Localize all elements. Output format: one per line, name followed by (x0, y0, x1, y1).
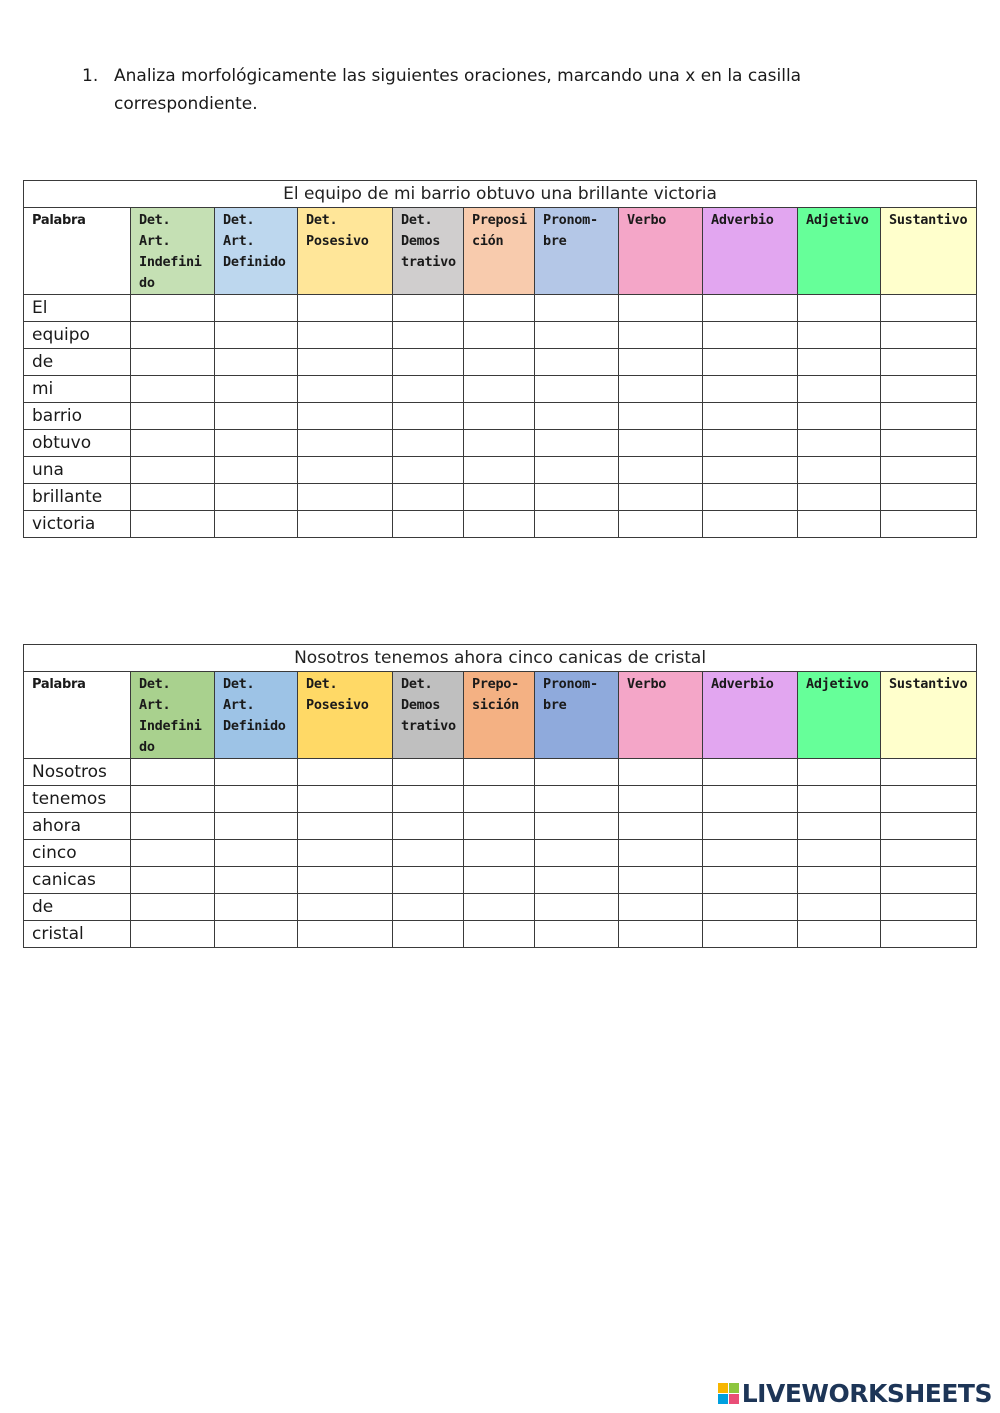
answer-cell[interactable] (619, 295, 703, 322)
answer-cell[interactable] (703, 786, 798, 813)
header-line: Sustantivo (889, 676, 968, 692)
word-cell: cristal (24, 921, 131, 948)
answer-cell[interactable] (393, 295, 464, 322)
logo-tile (718, 1383, 728, 1393)
answer-cell[interactable] (298, 295, 393, 322)
answer-cell[interactable] (464, 894, 535, 921)
answer-cell[interactable] (703, 322, 798, 349)
header-palabra (24, 208, 131, 295)
answer-cell[interactable] (535, 867, 619, 894)
header-category (464, 672, 535, 759)
header-category (881, 208, 977, 295)
answer-cell[interactable] (881, 786, 977, 813)
answer-cell[interactable] (703, 511, 798, 538)
answer-cell[interactable] (215, 813, 298, 840)
answer-cell[interactable] (298, 430, 393, 457)
answer-cell[interactable] (298, 786, 393, 813)
header-line: sición (472, 697, 519, 713)
answer-cell[interactable] (131, 840, 215, 867)
header-line: Det. (223, 212, 255, 228)
answer-cell[interactable] (215, 457, 298, 484)
answer-cell[interactable] (131, 349, 215, 376)
logo-tiles-icon (718, 1383, 739, 1404)
header-line: Pronom- (543, 212, 598, 228)
answer-cell[interactable] (535, 403, 619, 430)
header-category (131, 672, 215, 759)
answer-cell[interactable] (703, 813, 798, 840)
answer-cell[interactable] (131, 867, 215, 894)
word-cell: tenemos (24, 786, 131, 813)
header-line: Det. (401, 676, 433, 692)
answer-cell[interactable] (619, 403, 703, 430)
answer-cell[interactable] (393, 322, 464, 349)
header-line: Sustantivo (889, 212, 968, 228)
answer-cell[interactable] (393, 403, 464, 430)
header-line: Adjetivo (806, 676, 869, 692)
header-line: Palabra (32, 213, 86, 228)
header-line: Verbo (627, 212, 667, 228)
answer-cell[interactable] (464, 322, 535, 349)
answer-cell[interactable] (881, 894, 977, 921)
answer-cell[interactable] (619, 430, 703, 457)
answer-cell[interactable] (131, 786, 215, 813)
answer-cell[interactable] (703, 430, 798, 457)
table-row (24, 484, 977, 511)
answer-cell[interactable] (703, 376, 798, 403)
answer-cell[interactable] (798, 457, 881, 484)
answer-cell[interactable] (393, 813, 464, 840)
answer-cell[interactable] (881, 867, 977, 894)
answer-cell[interactable] (464, 484, 535, 511)
answer-cell[interactable] (298, 921, 393, 948)
answer-cell[interactable] (464, 840, 535, 867)
header-line: Art. (223, 697, 255, 713)
answer-cell[interactable] (131, 759, 215, 786)
answer-cell[interactable] (881, 295, 977, 322)
answer-cell[interactable] (131, 295, 215, 322)
table-row (24, 786, 977, 813)
answer-cell[interactable] (298, 457, 393, 484)
analysis-table-2 (23, 644, 977, 948)
answer-cell[interactable] (535, 894, 619, 921)
word-cell: cinco (24, 840, 131, 867)
answer-cell[interactable] (393, 484, 464, 511)
header-category (535, 672, 619, 759)
answer-cell[interactable] (298, 867, 393, 894)
answer-cell[interactable] (464, 511, 535, 538)
answer-cell[interactable] (131, 894, 215, 921)
answer-cell[interactable] (464, 295, 535, 322)
answer-cell[interactable] (298, 840, 393, 867)
table-row (24, 295, 977, 322)
header-line: Preposi (472, 212, 527, 228)
answer-cell[interactable] (464, 786, 535, 813)
answer-cell[interactable] (798, 484, 881, 511)
word-cell: canicas (24, 867, 131, 894)
header-palabra (24, 672, 131, 759)
header-category (703, 208, 798, 295)
logo-tile (729, 1383, 739, 1393)
answer-cell[interactable] (393, 786, 464, 813)
answer-cell[interactable] (798, 430, 881, 457)
answer-cell[interactable] (464, 457, 535, 484)
answer-cell[interactable] (535, 813, 619, 840)
answer-cell[interactable] (131, 430, 215, 457)
answer-cell[interactable] (881, 921, 977, 948)
header-line: Demos (401, 697, 441, 713)
answer-cell[interactable] (535, 759, 619, 786)
header-category (464, 208, 535, 295)
header-line: Det. (223, 676, 255, 692)
answer-cell[interactable] (798, 295, 881, 322)
table-row (24, 759, 977, 786)
table-row (24, 349, 977, 376)
header-category (881, 672, 977, 759)
answer-cell[interactable] (619, 376, 703, 403)
word-cell: de (24, 349, 131, 376)
table-row (24, 430, 977, 457)
answer-cell[interactable] (535, 349, 619, 376)
header-line: trativo (401, 718, 456, 734)
answer-cell[interactable] (131, 322, 215, 349)
table-row (24, 376, 977, 403)
answer-cell[interactable] (535, 376, 619, 403)
answer-cell[interactable] (881, 511, 977, 538)
instruction-line-2: correspondiente. (114, 94, 258, 114)
header-line: Det. (306, 676, 338, 692)
answer-cell[interactable] (881, 349, 977, 376)
answer-cell[interactable] (703, 921, 798, 948)
word-cell: brillante (24, 484, 131, 511)
answer-cell[interactable] (881, 840, 977, 867)
answer-cell[interactable] (464, 403, 535, 430)
header-category (798, 672, 881, 759)
header-line: ción (472, 233, 504, 249)
answer-cell[interactable] (298, 349, 393, 376)
instruction-line-1: Analiza morfológicamente las siguientes oraciones, marcando una x en la casilla (114, 66, 802, 86)
answer-cell[interactable] (798, 921, 881, 948)
header-line: Det. (139, 212, 171, 228)
header-line: Palabra (32, 677, 86, 692)
answer-cell[interactable] (703, 867, 798, 894)
answer-cell[interactable] (393, 457, 464, 484)
answer-cell[interactable] (798, 322, 881, 349)
answer-cell[interactable] (535, 840, 619, 867)
logo-text: LIVEWORKSHEETS (741, 1378, 992, 1408)
header-line: Posesivo (306, 697, 369, 713)
answer-cell[interactable] (619, 813, 703, 840)
header-line: bre (543, 697, 567, 713)
answer-cell[interactable] (881, 430, 977, 457)
answer-cell[interactable] (619, 484, 703, 511)
instruction (82, 62, 842, 118)
header-line: Indefini (139, 718, 202, 734)
table-row (24, 457, 977, 484)
header-category (393, 208, 464, 295)
answer-cell[interactable] (619, 867, 703, 894)
answer-cell[interactable] (215, 349, 298, 376)
answer-cell[interactable] (215, 759, 298, 786)
answer-cell[interactable] (131, 484, 215, 511)
answer-cell[interactable] (464, 349, 535, 376)
answer-cell[interactable] (798, 786, 881, 813)
answer-cell[interactable] (881, 403, 977, 430)
header-line: Pronom- (543, 676, 598, 692)
answer-cell[interactable] (881, 759, 977, 786)
answer-cell[interactable] (393, 840, 464, 867)
header-line: Indefini (139, 254, 202, 270)
answer-cell[interactable] (881, 457, 977, 484)
table-row (24, 511, 977, 538)
answer-cell[interactable] (881, 376, 977, 403)
answer-cell[interactable] (215, 867, 298, 894)
word-cell: victoria (24, 511, 131, 538)
answer-cell[interactable] (464, 921, 535, 948)
answer-cell[interactable] (298, 813, 393, 840)
answer-cell[interactable] (535, 322, 619, 349)
answer-cell[interactable] (798, 894, 881, 921)
answer-cell[interactable] (619, 349, 703, 376)
answer-cell[interactable] (131, 457, 215, 484)
header-line: Det. (139, 676, 171, 692)
answer-cell[interactable] (703, 457, 798, 484)
answer-cell[interactable] (798, 813, 881, 840)
answer-cell[interactable] (619, 322, 703, 349)
answer-cell[interactable] (298, 484, 393, 511)
header-line: Det. (401, 212, 433, 228)
answer-cell[interactable] (798, 867, 881, 894)
logo-tile (729, 1394, 739, 1404)
header-line: Definido (223, 254, 286, 270)
header-line: Prepo- (472, 676, 519, 692)
header-category (215, 672, 298, 759)
header-line: Posesivo (306, 233, 369, 249)
answer-cell[interactable] (464, 430, 535, 457)
answer-cell[interactable] (215, 840, 298, 867)
instruction-number: 1. (82, 66, 99, 86)
table-row (24, 840, 977, 867)
word-cell: Nosotros (24, 759, 131, 786)
answer-cell[interactable] (131, 813, 215, 840)
header-category (535, 208, 619, 295)
answer-cell[interactable] (619, 894, 703, 921)
answer-cell[interactable] (703, 295, 798, 322)
answer-cell[interactable] (393, 376, 464, 403)
table-row (24, 867, 977, 894)
header-line: trativo (401, 254, 456, 270)
answer-cell[interactable] (798, 349, 881, 376)
word-cell: una (24, 457, 131, 484)
table-row (24, 921, 977, 948)
answer-cell[interactable] (393, 349, 464, 376)
header-category (619, 672, 703, 759)
table-row (24, 813, 977, 840)
answer-cell[interactable] (703, 349, 798, 376)
answer-cell[interactable] (393, 894, 464, 921)
answer-cell[interactable] (215, 322, 298, 349)
word-cell: de (24, 894, 131, 921)
answer-cell[interactable] (131, 511, 215, 538)
header-line: Adjetivo (806, 212, 869, 228)
header-line: Det. (306, 212, 338, 228)
header-line: bre (543, 233, 567, 249)
header-line: do (139, 275, 155, 291)
answer-cell[interactable] (215, 894, 298, 921)
answer-cell[interactable] (393, 511, 464, 538)
header-line: Adverbio (711, 676, 774, 692)
header-line: Art. (139, 233, 171, 249)
answer-cell[interactable] (619, 759, 703, 786)
answer-cell[interactable] (703, 484, 798, 511)
answer-cell[interactable] (535, 295, 619, 322)
liveworksheets-logo (718, 1376, 992, 1410)
answer-cell[interactable] (798, 511, 881, 538)
answer-cell[interactable] (703, 840, 798, 867)
answer-cell[interactable] (881, 813, 977, 840)
answer-cell[interactable] (703, 759, 798, 786)
answer-cell[interactable] (215, 921, 298, 948)
answer-cell[interactable] (131, 376, 215, 403)
answer-cell[interactable] (298, 894, 393, 921)
answer-cell[interactable] (298, 759, 393, 786)
answer-cell[interactable] (393, 759, 464, 786)
answer-cell[interactable] (619, 921, 703, 948)
answer-cell[interactable] (215, 511, 298, 538)
answer-cell[interactable] (881, 322, 977, 349)
table-row (24, 403, 977, 430)
answer-cell[interactable] (215, 295, 298, 322)
answer-cell[interactable] (798, 376, 881, 403)
answer-cell[interactable] (535, 457, 619, 484)
answer-cell[interactable] (131, 403, 215, 430)
answer-cell[interactable] (298, 511, 393, 538)
word-cell: obtuvo (24, 430, 131, 457)
table-title: El equipo de mi barrio obtuvo una brillante victoria (24, 181, 977, 208)
table-title: Nosotros tenemos ahora cinco canicas de cristal (24, 645, 977, 672)
answer-cell[interactable] (298, 403, 393, 430)
answer-cell[interactable] (298, 376, 393, 403)
answer-cell[interactable] (619, 786, 703, 813)
analysis-table-1 (23, 180, 977, 538)
answer-cell[interactable] (798, 759, 881, 786)
answer-cell[interactable] (393, 430, 464, 457)
answer-cell[interactable] (619, 840, 703, 867)
answer-cell[interactable] (619, 511, 703, 538)
header-line: Adverbio (711, 212, 774, 228)
word-cell: ahora (24, 813, 131, 840)
answer-cell[interactable] (215, 403, 298, 430)
header-category (703, 672, 798, 759)
answer-cell[interactable] (464, 813, 535, 840)
word-cell: mi (24, 376, 131, 403)
header-category (131, 208, 215, 295)
word-cell: El (24, 295, 131, 322)
answer-cell[interactable] (535, 921, 619, 948)
answer-cell[interactable] (464, 759, 535, 786)
header-category (619, 208, 703, 295)
answer-cell[interactable] (798, 840, 881, 867)
answer-cell[interactable] (215, 376, 298, 403)
answer-cell[interactable] (131, 921, 215, 948)
header-category (215, 208, 298, 295)
table-row (24, 322, 977, 349)
answer-cell[interactable] (393, 867, 464, 894)
answer-cell[interactable] (464, 376, 535, 403)
answer-cell[interactable] (798, 403, 881, 430)
header-line: do (139, 739, 155, 755)
answer-cell[interactable] (215, 786, 298, 813)
answer-cell[interactable] (703, 894, 798, 921)
logo-tile (718, 1394, 728, 1404)
answer-cell[interactable] (215, 484, 298, 511)
answer-cell[interactable] (535, 484, 619, 511)
header-line: Art. (223, 233, 255, 249)
answer-cell[interactable] (393, 921, 464, 948)
answer-cell[interactable] (535, 786, 619, 813)
answer-cell[interactable] (535, 430, 619, 457)
answer-cell[interactable] (881, 484, 977, 511)
answer-cell[interactable] (535, 511, 619, 538)
header-category (298, 672, 393, 759)
header-category (798, 208, 881, 295)
header-category (298, 208, 393, 295)
answer-cell[interactable] (703, 403, 798, 430)
word-cell: barrio (24, 403, 131, 430)
answer-cell[interactable] (215, 430, 298, 457)
answer-cell[interactable] (464, 867, 535, 894)
word-cell: equipo (24, 322, 131, 349)
answer-cell[interactable] (298, 322, 393, 349)
header-line: Verbo (627, 676, 667, 692)
header-line: Art. (139, 697, 171, 713)
answer-cell[interactable] (619, 457, 703, 484)
header-line: Definido (223, 718, 286, 734)
header-line: Demos (401, 233, 441, 249)
table-row (24, 894, 977, 921)
header-category (393, 672, 464, 759)
